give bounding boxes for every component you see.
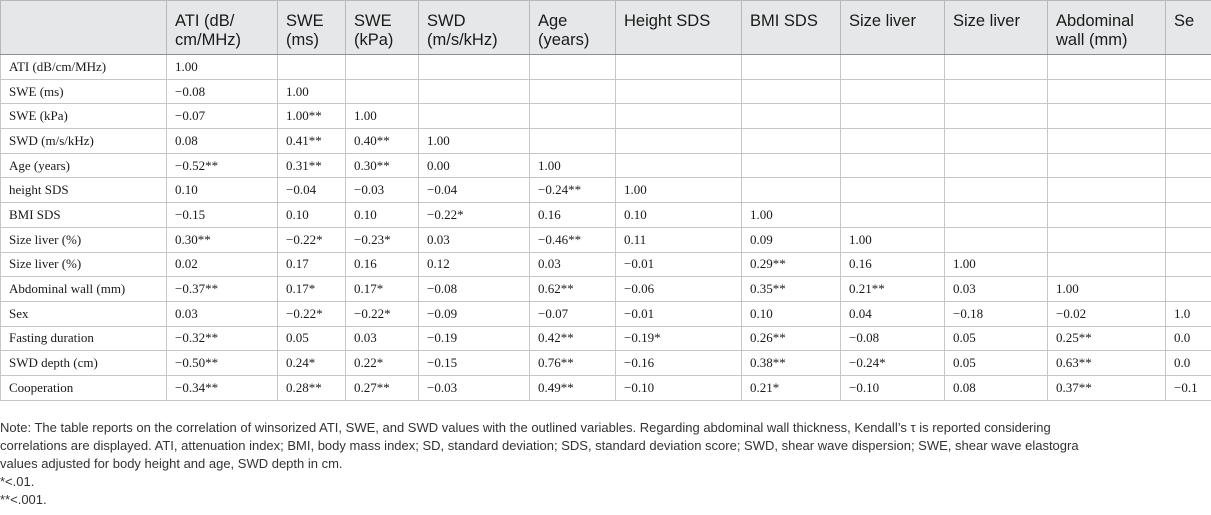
correlation-cell [841, 203, 945, 228]
correlation-cell: −0.22* [278, 301, 346, 326]
table-row [1, 129, 1211, 154]
correlation-cell [530, 129, 616, 154]
column-header: Se [1166, 1, 1211, 55]
column-header: SWE (ms) [278, 1, 346, 55]
correlation-cell: 0.03 [167, 301, 278, 326]
table-header [1, 1, 1211, 55]
correlation-cell [1166, 203, 1211, 228]
row-header: Size liver (%) [1, 252, 167, 277]
note-line: values adjusted for body height and age, SWD depth in cm. [0, 456, 343, 471]
correlation-cell: 1.00 [616, 178, 742, 203]
row-header: height SDS [1, 178, 167, 203]
correlation-cell: 0.76** [530, 351, 616, 376]
note-line: Note: The table reports on the correlation of winsorized ATI, SWE, and SWD values with the outlined variables. Regarding abdominal wall thickness, Kendall’s τ is reported considering [0, 420, 1051, 435]
correlation-cell: 0.17 [278, 252, 346, 277]
correlation-cell: 0.38** [742, 351, 841, 376]
correlation-cell: 0.10 [167, 178, 278, 203]
correlation-cell [530, 79, 616, 104]
correlation-cell [616, 55, 742, 80]
correlation-cell [1166, 79, 1211, 104]
correlation-cell [742, 104, 841, 129]
correlation-cell [1048, 227, 1166, 252]
column-header: Height SDS [616, 1, 742, 55]
correlation-cell: −0.16 [616, 351, 742, 376]
row-header: Cooperation [1, 375, 167, 400]
row-header: SWD (m/s/kHz) [1, 129, 167, 154]
correlation-cell [945, 227, 1048, 252]
correlation-cell: 0.10 [278, 203, 346, 228]
correlation-cell [841, 178, 945, 203]
column-header: ATI (dB/ cm/MHz) [167, 1, 278, 55]
footnote-significance-1: *<.01. [0, 474, 35, 489]
correlation-cell: 0.41** [278, 129, 346, 154]
correlation-cell: 0.26** [742, 326, 841, 351]
correlation-cell [841, 153, 945, 178]
table-row [1, 375, 1211, 400]
correlation-cell [1166, 178, 1211, 203]
correlation-cell: −0.01 [616, 301, 742, 326]
correlation-cell: −0.04 [278, 178, 346, 203]
row-header: ATI (dB/cm/MHz) [1, 55, 167, 80]
correlation-cell: −0.18 [945, 301, 1048, 326]
correlation-cell [742, 153, 841, 178]
correlation-cell: 0.16 [841, 252, 945, 277]
correlation-cell: −0.10 [616, 375, 742, 400]
correlation-cell: 1.00 [278, 79, 346, 104]
correlation-cell: 0.08 [945, 375, 1048, 400]
correlation-cell: 1.00 [167, 55, 278, 80]
correlation-cell: 1.00 [530, 153, 616, 178]
correlation-cell [945, 203, 1048, 228]
correlation-cell: 1.00 [742, 203, 841, 228]
correlation-cell [945, 129, 1048, 154]
correlation-cell: 0.0 [1166, 351, 1211, 376]
correlation-cell: −0.50** [167, 351, 278, 376]
correlation-cell: 0.05 [278, 326, 346, 351]
note-line: correlations are displayed. ATI, attenuation index; BMI, body mass index; SD, standard deviation; SDS, standard deviation score; SWD, shear wave dispersion; SWE, shear wave elastogra [0, 438, 1079, 453]
correlation-cell: 0.03 [346, 326, 419, 351]
correlation-cell: −0.01 [616, 252, 742, 277]
table-notes [0, 419, 1211, 509]
column-header: SWE (kPa) [346, 1, 419, 55]
correlation-cell: 0.31** [278, 153, 346, 178]
correlation-cell: −0.07 [167, 104, 278, 129]
correlation-cell: 1.00 [1048, 277, 1166, 302]
correlation-cell [742, 55, 841, 80]
table-row [1, 203, 1211, 228]
correlation-cell [945, 153, 1048, 178]
correlation-cell [419, 79, 530, 104]
column-header: Abdominal wall (mm) [1048, 1, 1166, 55]
correlation-cell: 0.30** [346, 153, 419, 178]
table-row [1, 277, 1211, 302]
correlation-cell: 0.10 [616, 203, 742, 228]
correlation-cell [616, 79, 742, 104]
correlation-cell: 0.09 [742, 227, 841, 252]
correlation-cell: 0.21* [742, 375, 841, 400]
correlation-cell [841, 129, 945, 154]
correlation-cell: −0.34** [167, 375, 278, 400]
correlation-cell: 1.00 [945, 252, 1048, 277]
correlation-cell: −0.52** [167, 153, 278, 178]
correlation-cell: 0.35** [742, 277, 841, 302]
correlation-cell [1166, 153, 1211, 178]
correlation-cell: −0.32** [167, 326, 278, 351]
correlation-cell [1166, 227, 1211, 252]
footnote-significance-2: **<.001. [0, 492, 47, 507]
correlation-cell: −0.46** [530, 227, 616, 252]
correlation-cell [1048, 252, 1166, 277]
table-row [1, 227, 1211, 252]
correlation-cell: 0.62** [530, 277, 616, 302]
correlation-cell [1166, 277, 1211, 302]
correlation-cell [1048, 104, 1166, 129]
row-header: Sex [1, 301, 167, 326]
correlation-cell: 0.17* [346, 277, 419, 302]
correlation-cell: −0.03 [346, 178, 419, 203]
correlation-cell: 0.17* [278, 277, 346, 302]
correlation-cell: −0.22* [346, 301, 419, 326]
correlation-cell: 0.10 [742, 301, 841, 326]
correlation-cell [945, 104, 1048, 129]
correlation-cell: −0.03 [419, 375, 530, 400]
correlation-cell: 0.16 [346, 252, 419, 277]
correlation-cell: −0.19* [616, 326, 742, 351]
correlation-cell [1048, 153, 1166, 178]
correlation-cell [841, 55, 945, 80]
correlation-cell: −0.19 [419, 326, 530, 351]
correlation-cell [742, 129, 841, 154]
correlation-cell: 0.16 [530, 203, 616, 228]
correlation-cell [945, 79, 1048, 104]
correlation-cell: 0.0 [1166, 326, 1211, 351]
correlation-cell: −0.09 [419, 301, 530, 326]
correlation-cell [419, 104, 530, 129]
table-row [1, 55, 1211, 80]
correlation-cell: −0.1 [1166, 375, 1211, 400]
correlation-cell: 0.10 [346, 203, 419, 228]
row-header: Size liver (%) [1, 227, 167, 252]
correlation-cell: −0.08 [167, 79, 278, 104]
correlation-cell: 0.28** [278, 375, 346, 400]
column-header: Size liver [945, 1, 1048, 55]
correlation-cell: 0.29** [742, 252, 841, 277]
correlation-cell: 1.00 [346, 104, 419, 129]
correlation-cell [1166, 129, 1211, 154]
correlation-cell: 0.22* [346, 351, 419, 376]
correlation-cell [1166, 104, 1211, 129]
table-row [1, 104, 1211, 129]
correlation-cell: −0.22* [419, 203, 530, 228]
correlation-cell: 0.24* [278, 351, 346, 376]
correlation-cell [419, 55, 530, 80]
row-header: Age (years) [1, 153, 167, 178]
row-header: BMI SDS [1, 203, 167, 228]
correlation-cell: −0.08 [419, 277, 530, 302]
table-row [1, 252, 1211, 277]
correlation-cell: −0.22* [278, 227, 346, 252]
header-cell-corner [1, 1, 167, 55]
correlation-cell [616, 104, 742, 129]
correlation-cell [346, 79, 419, 104]
correlation-cell [1048, 129, 1166, 154]
correlation-cell: 0.08 [167, 129, 278, 154]
table-row [1, 351, 1211, 376]
correlation-cell: −0.02 [1048, 301, 1166, 326]
correlation-cell: −0.06 [616, 277, 742, 302]
correlation-cell: 0.03 [530, 252, 616, 277]
row-header: SWE (kPa) [1, 104, 167, 129]
correlation-cell: 0.11 [616, 227, 742, 252]
correlation-cell: −0.23* [346, 227, 419, 252]
correlation-cell: 0.27** [346, 375, 419, 400]
row-header: Abdominal wall (mm) [1, 277, 167, 302]
table-row [1, 153, 1211, 178]
column-header: Age (years) [530, 1, 616, 55]
row-header: Fasting duration [1, 326, 167, 351]
correlation-cell [841, 104, 945, 129]
correlation-cell: 0.03 [419, 227, 530, 252]
correlation-cell [616, 129, 742, 154]
correlation-cell: 0.05 [945, 351, 1048, 376]
correlation-cell: 0.49** [530, 375, 616, 400]
correlation-cell [1166, 55, 1211, 80]
correlation-cell: −0.15 [167, 203, 278, 228]
row-header: SWE (ms) [1, 79, 167, 104]
column-header: Size liver [841, 1, 945, 55]
correlation-cell [346, 55, 419, 80]
table-body [1, 55, 1211, 401]
correlation-cell: 0.03 [945, 277, 1048, 302]
correlation-cell: 0.21** [841, 277, 945, 302]
row-header: SWD depth (cm) [1, 351, 167, 376]
correlation-cell: −0.24** [530, 178, 616, 203]
column-header: BMI SDS [742, 1, 841, 55]
table-row [1, 178, 1211, 203]
correlation-cell: 1.0 [1166, 301, 1211, 326]
correlation-cell [945, 55, 1048, 80]
table-row [1, 326, 1211, 351]
correlation-cell: 0.00 [419, 153, 530, 178]
correlation-cell: 0.63** [1048, 351, 1166, 376]
correlation-cell: 0.02 [167, 252, 278, 277]
correlation-cell [1048, 178, 1166, 203]
correlation-cell: 0.25** [1048, 326, 1166, 351]
correlation-cell: 0.30** [167, 227, 278, 252]
correlation-cell [742, 79, 841, 104]
table-row [1, 79, 1211, 104]
correlation-cell: 0.42** [530, 326, 616, 351]
column-header: SWD (m/s/kHz) [419, 1, 530, 55]
correlation-cell [616, 153, 742, 178]
correlation-cell: −0.10 [841, 375, 945, 400]
correlation-cell: −0.04 [419, 178, 530, 203]
correlation-cell: 0.04 [841, 301, 945, 326]
correlation-cell: 0.40** [346, 129, 419, 154]
table-row [1, 301, 1211, 326]
correlation-cell [841, 79, 945, 104]
correlation-cell: 0.05 [945, 326, 1048, 351]
header-row [1, 1, 1211, 55]
correlation-cell: −0.08 [841, 326, 945, 351]
correlation-cell [742, 178, 841, 203]
correlation-cell: −0.24* [841, 351, 945, 376]
correlation-cell: −0.37** [167, 277, 278, 302]
correlation-cell [278, 55, 346, 80]
correlation-cell [1048, 203, 1166, 228]
correlation-cell [530, 55, 616, 80]
correlation-cell: 1.00 [419, 129, 530, 154]
correlation-cell: 0.12 [419, 252, 530, 277]
correlation-cell: −0.15 [419, 351, 530, 376]
correlation-cell: −0.07 [530, 301, 616, 326]
correlation-cell: 1.00 [841, 227, 945, 252]
correlation-cell [1166, 252, 1211, 277]
correlation-cell: 1.00** [278, 104, 346, 129]
correlation-cell [530, 104, 616, 129]
correlation-cell [945, 178, 1048, 203]
correlation-cell [1048, 55, 1166, 80]
correlation-cell: 0.37** [1048, 375, 1166, 400]
correlation-cell [1048, 79, 1166, 104]
